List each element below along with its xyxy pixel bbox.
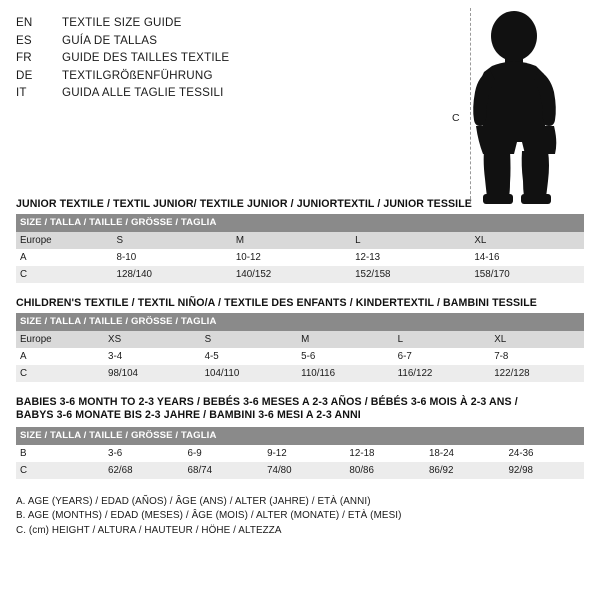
language-title: GUÍA DE TALLAS (62, 33, 158, 47)
table-subheader-label: SIZE / TALLA / TAILLE / GRÖSSE / TAGLIA (16, 313, 584, 331)
language-code: IT (16, 86, 27, 99)
cell: 140/152 (232, 266, 351, 283)
language-row (16, 49, 396, 67)
language-code: EN (16, 16, 33, 29)
cell: 86/92 (425, 462, 505, 479)
section-title (16, 396, 584, 423)
cell: 12-13 (351, 249, 470, 266)
table-subheader-row (16, 427, 584, 445)
table-row (16, 445, 584, 462)
size-table-babies (16, 427, 584, 479)
language-code: ES (16, 33, 32, 47)
table-column-header-row (16, 232, 584, 249)
section-babies-textile (16, 396, 584, 479)
table-row (16, 365, 584, 382)
row-label: A (16, 249, 113, 266)
row-label: C (16, 462, 104, 479)
column-header: M (297, 331, 394, 348)
cell: 8-10 (113, 249, 232, 266)
section-title-line1: BABIES 3-6 MONTH TO 2-3 YEARS / BEBÉS 3-6 MESES A 2-3 AÑOS / BÉBÉS 3-6 MOIS À 2-3 ANS / (16, 395, 518, 408)
table-column-header-row (16, 331, 584, 348)
footnote-height: C. (cm) HEIGHT / ALTURA / HAUTEUR / HÖHE / ALTEZZA (16, 524, 282, 536)
table-subheader-label: SIZE / TALLA / TAILLE / GRÖSSE / TAGLIA (16, 427, 584, 445)
cell: 12-18 (345, 445, 425, 462)
section-title: CHILDREN'S TEXTILE / TEXTIL NIÑO/A / TEXTILE DES ENFANTS / KINDERTEXTIL / BAMBINI TESSILE (16, 296, 537, 309)
cell: 5-6 (297, 348, 394, 365)
table-subheader-row (16, 214, 584, 232)
language-title: GUIDA ALLE TAGLIE TESSILI (62, 86, 224, 99)
table-row (16, 462, 584, 479)
cell: 4-5 (201, 348, 298, 365)
measure-label-c: C (452, 112, 460, 124)
column-header: L (394, 331, 491, 348)
column-header: M (232, 232, 351, 249)
column-header: S (201, 331, 298, 348)
section-childrens-textile (16, 297, 584, 382)
language-row (16, 84, 396, 102)
cell: 24-36 (504, 445, 584, 462)
language-title: TEXTILE SIZE GUIDE (62, 16, 182, 29)
column-header: L (351, 232, 470, 249)
column-header: Europe (16, 331, 104, 348)
height-measure-figure (452, 8, 584, 208)
footnote-age-months: B. AGE (MONTHS) / EDAD (MESES) / ÂGE (MOIS) / ALTER (MONATE) / ETÀ (MESI) (16, 510, 402, 521)
language-row (16, 14, 396, 32)
cell: 92/98 (504, 462, 584, 479)
measure-dashed-line (470, 8, 471, 204)
row-label: A (16, 348, 104, 365)
cell: 74/80 (263, 462, 345, 479)
column-header: XL (470, 232, 584, 249)
cell: 98/104 (104, 365, 201, 382)
language-list (16, 14, 396, 102)
cell: 116/122 (394, 365, 491, 382)
language-row (16, 32, 396, 50)
table-row (16, 348, 584, 365)
row-label: B (16, 445, 104, 462)
cell: 68/74 (184, 462, 264, 479)
cell: 6-7 (394, 348, 491, 365)
cell: 128/140 (113, 266, 232, 283)
cell: 9-12 (263, 445, 345, 462)
language-code: DE (16, 68, 33, 82)
toddler-silhouette-icon (452, 8, 584, 208)
column-header: XL (490, 331, 584, 348)
section-junior-textile (16, 198, 584, 283)
language-title: GUIDE DES TAILLES TEXTILE (62, 51, 230, 64)
size-table-children (16, 313, 584, 382)
size-table-junior (16, 214, 584, 283)
language-row (16, 67, 396, 85)
cell: 80/86 (345, 462, 425, 479)
cell: 104/110 (201, 365, 298, 382)
column-header: Europe (16, 232, 113, 249)
cell: 3-6 (104, 445, 184, 462)
cell: 10-12 (232, 249, 351, 266)
cell: 158/170 (470, 266, 584, 283)
cell: 3-4 (104, 348, 201, 365)
table-row (16, 266, 584, 283)
cell: 18-24 (425, 445, 505, 462)
table-row (16, 249, 584, 266)
cell: 122/128 (490, 365, 584, 382)
column-header: XS (104, 331, 201, 348)
language-title: TEXTILGRÖßENFÜHRUNG (62, 68, 213, 82)
footnotes (16, 495, 584, 539)
row-label: C (16, 266, 113, 283)
row-label: C (16, 365, 104, 382)
column-header: S (113, 232, 232, 249)
cell: 14-16 (470, 249, 584, 266)
cell: 110/116 (297, 365, 394, 382)
cell: 6-9 (184, 445, 264, 462)
section-title: JUNIOR TEXTILE / TEXTIL JUNIOR/ TEXTILE JUNIOR / JUNIORTEXTIL / JUNIOR TESSILE (16, 197, 472, 210)
section-title-line2: BABYS 3-6 MONATE BIS 2-3 JAHRE / BAMBINI 3-6 MESI A 2-3 ANNI (16, 409, 361, 421)
language-code: FR (16, 51, 32, 64)
cell: 62/68 (104, 462, 184, 479)
cell: 152/158 (351, 266, 470, 283)
cell: 7-8 (490, 348, 584, 365)
footnote-age-years: A. AGE (YEARS) / EDAD (AÑOS) / ÂGE (ANS) / ALTER (JAHRE) / ETÀ (ANNI) (16, 495, 371, 507)
table-subheader-row (16, 313, 584, 331)
table-subheader-label: SIZE / TALLA / TAILLE / GRÖSSE / TAGLIA (16, 214, 584, 232)
